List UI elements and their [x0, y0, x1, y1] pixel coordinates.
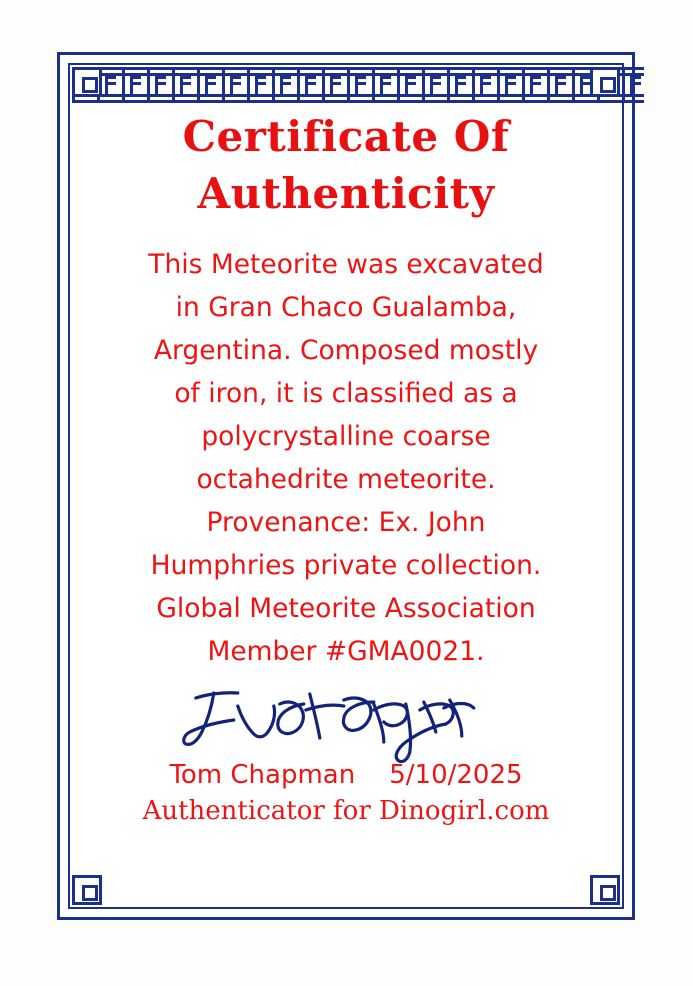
- border-corner-top-right: [590, 67, 620, 97]
- body-line: Humphries private collection.: [150, 549, 542, 581]
- certificate-body-text: [108, 244, 584, 673]
- body-line: Argentina. Composed mostly: [153, 335, 539, 367]
- border-corner-bottom-right: [590, 875, 620, 905]
- body-line: polycrystalline coarse: [201, 421, 491, 453]
- greek-key-border-bottom: [72, 73, 644, 103]
- certificate-content: [108, 103, 584, 869]
- border-corner-bottom-left: [72, 875, 102, 905]
- handwritten-signature: [168, 680, 498, 766]
- body-line: Global Meteorite Association: [156, 592, 536, 624]
- authenticator-footer: Authenticator for Dinogirl.com: [142, 795, 550, 826]
- body-line: Provenance: Ex. John: [206, 506, 486, 538]
- signer-name: Tom Chapman: [169, 759, 356, 790]
- certificate-title-line-2: Authenticity: [197, 168, 495, 218]
- border-corner-top-left: [72, 67, 102, 97]
- body-line: octahedrite meteorite.: [196, 463, 496, 495]
- certificate-title: [108, 109, 584, 222]
- signature-date: 5/10/2025: [389, 759, 523, 790]
- signature-area: [108, 680, 584, 766]
- certificate-title-line-1: Certificate Of: [182, 112, 510, 161]
- body-line: in Gran Chaco Gualamba,: [175, 292, 517, 324]
- body-line: This Meteorite was excavated: [148, 249, 544, 281]
- body-line: of iron, it is classified as a: [174, 378, 518, 410]
- certificate-border-frame: [57, 52, 635, 920]
- body-line: Member #GMA0021.: [207, 635, 485, 667]
